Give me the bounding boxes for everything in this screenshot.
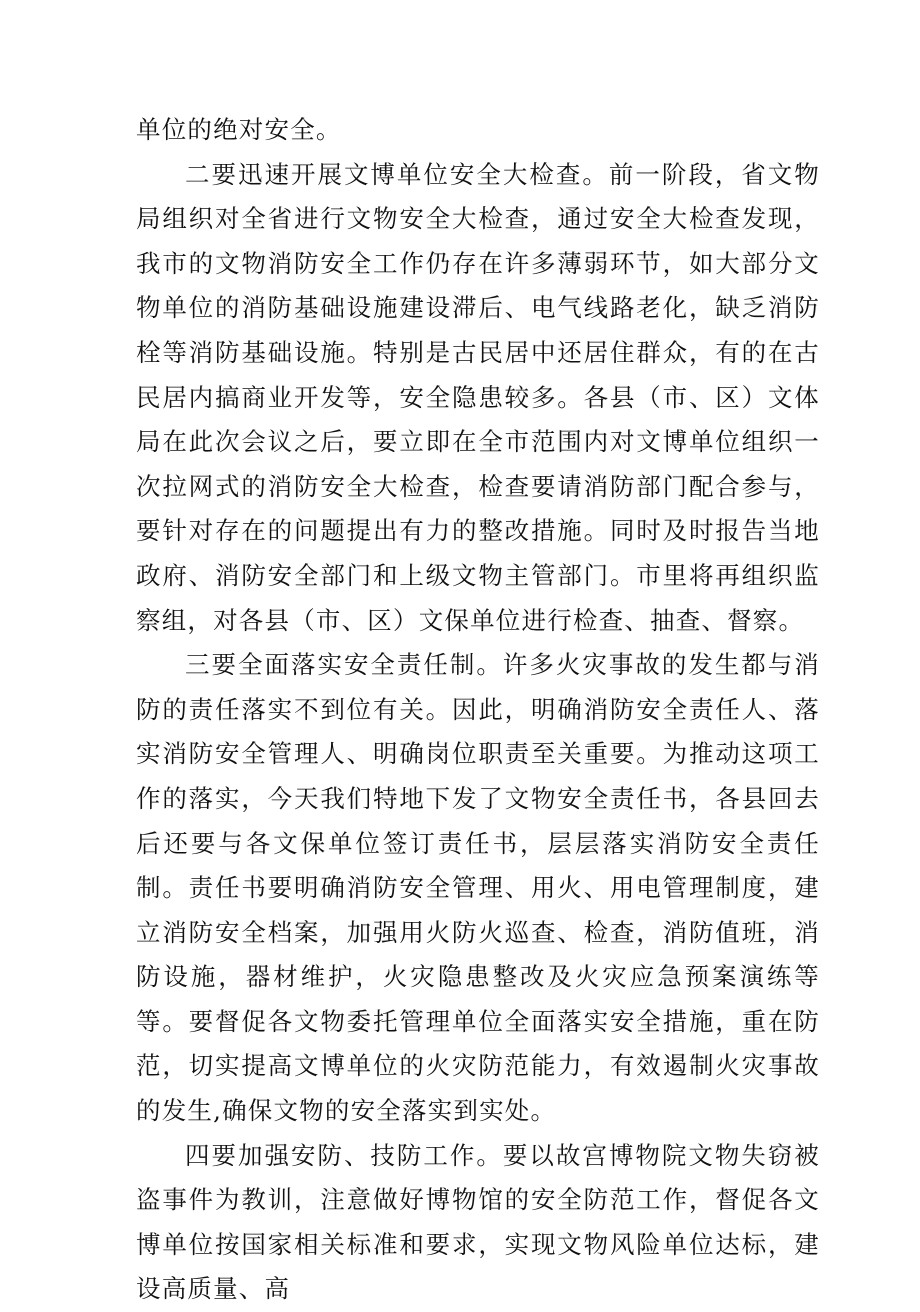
paragraph-responsibility-system: 三要全面落实安全责任制。许多火灾事故的发生都与消防的责任落实不到位有关。因此，明确消防安全责任人、落实消防安全管理人、明确岗位职责至关重要。为推动这项工作的落实，今天我们特地下发了文物安全责任书，各县回去后还要与各文保单位签订责任书，层层落实消防安全责任制。责任书要明确消防安全管理、用火、用电管理制度，建立消防安全档案，加强用火防火巡查、检查，消防值班，消防设施，器材维护，火灾隐患整改及火灾应急预案演练等等。要督促各文物委托管理单位全面落实安全措施，重在防范，切实提高文博单位的火灾防范能力，有效遏制火灾事故的发生,确保文物的安全落实到实处。 — [136, 650, 820, 1126]
paragraph-safety-inspection: 二要迅速开展文博单位安全大检查。前一阶段，省文物局组织对全省进行文物安全大检查，通过安全大检查发现，我市的文物消防安全工作仍存在许多薄弱环节，如大部分文物单位的消防基础设施建设滞后、电气线路老化，缺乏消防栓等消防基础设施。特别是古民居中还居住群众，有的在古民居内搞商业开发等，安全隐患较多。各县（市、区）文体局在此次会议之后，要立即在全市范围内对文博单位组织一次拉网式的消防安全大检查，检查要请消防部门配合参与，要针对存在的问题提出有力的整改措施。同时及时报告当地政府、消防安全部门和上级文物主管部门。市里将再组织监察组，对各县（市、区）文保单位进行检查、抽查、督察。 — [136, 159, 820, 635]
paragraph-continuation: 单位的绝对安全。 — [136, 115, 342, 144]
paragraph-security-technology: 四要加强安防、技防工作。要以故宫博物院文物失窃被盗事件为教训，注意做好博物馆的安全防范工作，督促各文博单位按国家相关标准和要求，实现文物风险单位达标，建设高质量、高 — [136, 1140, 820, 1304]
